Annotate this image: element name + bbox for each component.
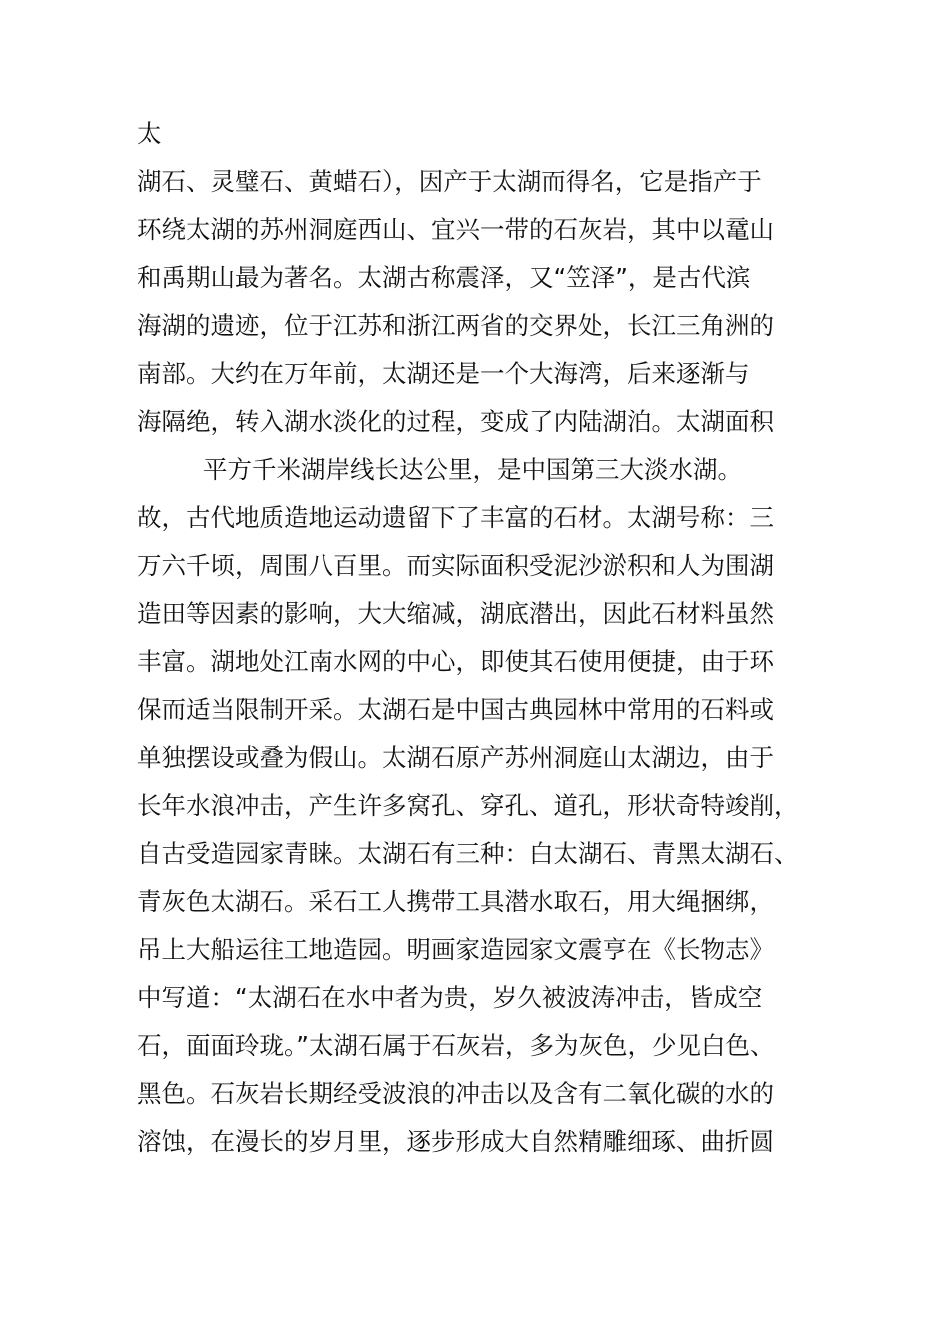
text-line: 保而适当限制开采。太湖石是中国古典园林中常用的石料或 (137, 695, 774, 724)
text-line: 环绕太湖的苏州洞庭西山、宜兴一带的石灰岩，其中以鼋山 (137, 215, 774, 244)
text-line: 太 (137, 119, 162, 148)
text-line: 自古受造园家青睐。太湖石有三种：白太湖石、青黑太湖石、 (137, 839, 799, 868)
text-line: 海隔绝，转入湖水淡化的过程，变成了内陆湖泊。太湖面积 (137, 407, 774, 436)
text-line: 湖石、灵璧石、黄蜡石），因产于太湖而得名，它是指产于 (137, 167, 762, 196)
text-line: 平方千米湖岸线长达公里，是中国第三大淡水湖。 (203, 455, 742, 484)
text-line: 石，面面玲珑。”太湖石属于石灰岩，多为灰色，少见白色、 (137, 1031, 775, 1060)
text-line: 和禹期山最为著名。太湖古称震泽，又“笠泽”，是古代滨 (137, 263, 751, 292)
text-line: 吊上大船运往工地造园。明画家造园家文震亨在《长物志》 (137, 935, 774, 964)
body-text (137, 110, 837, 1166)
text-line: 南部。大约在万年前，太湖还是一个大海湾，后来逐渐与 (137, 359, 750, 388)
text-line: 中写道：“太湖石在水中者为贵，岁久被波涛冲击，皆成空 (137, 983, 763, 1012)
text-line: 海湖的遗迹，位于江苏和浙江两省的交界处，长江三角洲的 (137, 311, 774, 340)
text-line: 溶蚀，在漫长的岁月里，逐步形成大自然精雕细琢、曲折圆 (137, 1127, 774, 1156)
text-line: 长年水浪冲击，产生许多窝孔、穿孔、道孔，形状奇特竣削， (137, 791, 799, 820)
text-line: 万六千顷，周围八百里。而实际面积受泥沙淤积和人为围湖 (137, 551, 774, 580)
text-line: 单独摆设或叠为假山。太湖石原产苏州洞庭山太湖边，由于 (137, 743, 774, 772)
text-line: 青灰色太湖石。采石工人携带工具潜水取石，用大绳捆绑， (137, 887, 774, 916)
text-line: 故，古代地质造地运动遗留下了丰富的石材。太湖号称：三 (137, 503, 774, 532)
text-line: 造田等因素的影响，大大缩减，湖底潜出，因此石材料虽然 (137, 599, 774, 628)
text-line: 丰富。湖地处江南水网的中心，即使其石使用便捷，由于环 (137, 647, 774, 676)
text-line: 黑色。石灰岩长期经受波浪的冲击以及含有二氧化碳的水的 (137, 1079, 774, 1108)
